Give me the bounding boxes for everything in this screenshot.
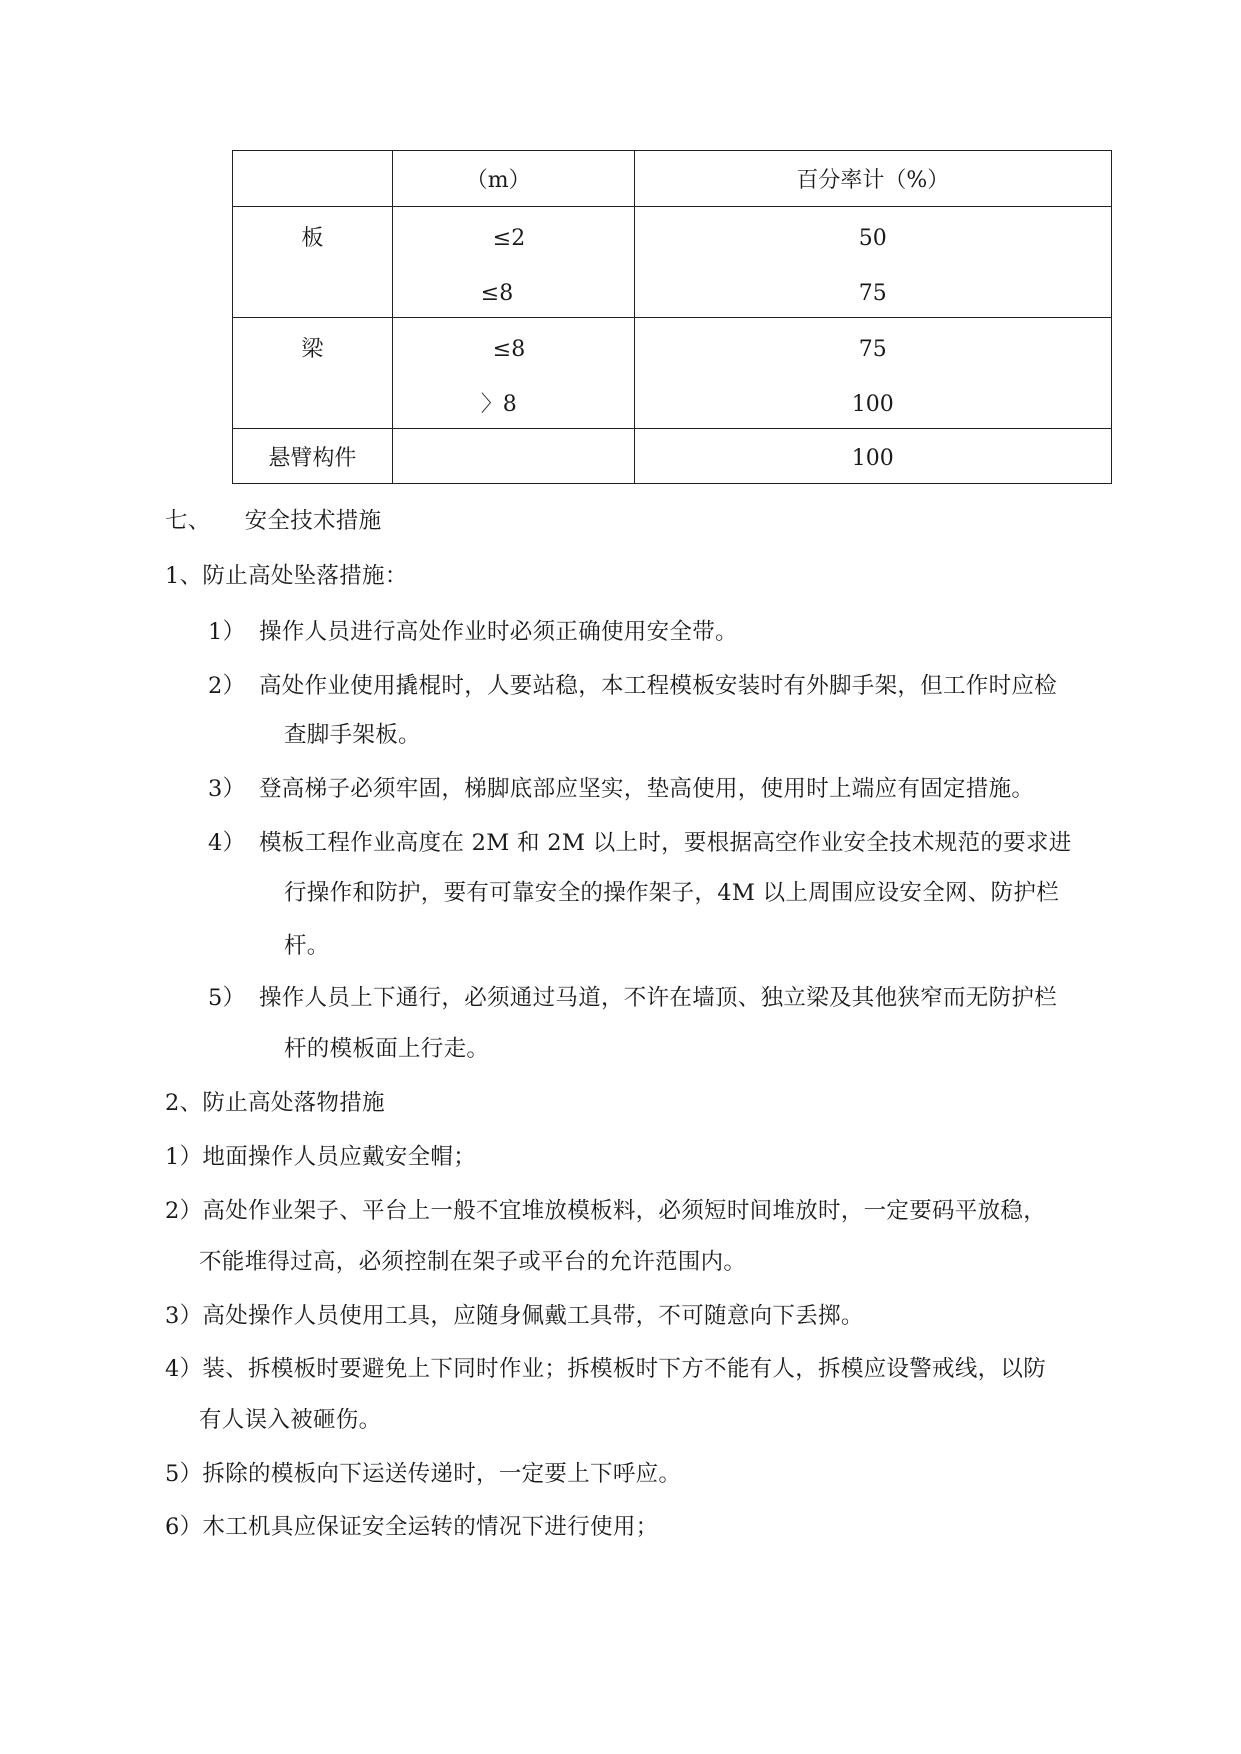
table-cell-span bbox=[392, 429, 634, 484]
table-cell-component: 板 bbox=[233, 207, 393, 318]
section-heading bbox=[165, 505, 381, 537]
list-item-continuation: 杆。 bbox=[284, 933, 330, 959]
table-cell-percent: 75 100 bbox=[634, 318, 1111, 429]
subsection-title: 2、防止高处落物措施 bbox=[165, 1090, 385, 1116]
list-item: 3） 登高梯子必须牢固，梯脚底部应坚实，垫高使用，使用时上端应有固定措施。 bbox=[208, 776, 1035, 802]
list-item: 1）地面操作人员应戴安全帽； bbox=[165, 1144, 477, 1170]
table-header-cell: 百分率计（%） bbox=[634, 151, 1111, 207]
subsection-title: 1、防止高处坠落措施： bbox=[165, 563, 408, 589]
table-cell-span: ≤8 〉8 bbox=[392, 318, 634, 429]
list-item: 6）木工机具应保证安全运转的情况下进行使用； bbox=[165, 1514, 659, 1540]
table-header-cell: （m） bbox=[392, 151, 634, 207]
list-item-continuation: 杆的模板面上行走。 bbox=[284, 1036, 490, 1062]
table-row bbox=[233, 207, 1112, 318]
list-item: 2）高处作业架子、平台上一般不宜堆放模板料，必须短时间堆放时，一定要码平放稳， bbox=[165, 1198, 1047, 1224]
list-item: 3）高处操作人员使用工具，应随身佩戴工具带，不可随意向下丢掷。 bbox=[165, 1303, 864, 1329]
list-item-continuation: 不能堆得过高，必须控制在架子或平台的允许范围内。 bbox=[199, 1249, 747, 1275]
list-item: 5）拆除的模板向下运送传递时，一定要上下呼应。 bbox=[165, 1461, 682, 1487]
table-cell-component: 悬臂构件 bbox=[233, 429, 393, 484]
list-item-continuation: 查脚手架板。 bbox=[284, 722, 421, 748]
list-item-continuation: 有人误入被砸伤。 bbox=[199, 1407, 382, 1433]
section-title: 安全技术措施 bbox=[244, 508, 382, 534]
table-row bbox=[233, 318, 1112, 429]
section-number: 七、 bbox=[165, 508, 211, 534]
table-header-cell bbox=[233, 151, 393, 207]
formwork-removal-table bbox=[232, 150, 1112, 484]
list-item: 1） 操作人员进行高处作业时必须正确使用安全带。 bbox=[208, 619, 738, 645]
table-cell-span: ≤2 ≤8 bbox=[392, 207, 634, 318]
list-item: 2） 高处作业使用撬棍时，人要站稳，本工程模板安装时有外脚手架，但工作时应检 bbox=[208, 673, 1058, 699]
table-cell-component: 梁 bbox=[233, 318, 393, 429]
table-cell-percent: 100 bbox=[634, 429, 1111, 484]
list-item: 4）装、拆模板时要避免上下同时作业；拆模板时下方不能有人，拆模应设警戒线，以防 bbox=[165, 1356, 1047, 1382]
table-header-row bbox=[233, 151, 1112, 207]
list-item: 5） 操作人员上下通行，必须通过马道，不许在墙顶、独立梁及其他狭窄而无防护栏 bbox=[208, 985, 1058, 1011]
table-row bbox=[233, 429, 1112, 484]
list-item-continuation: 行操作和防护，要有可靠安全的操作架子，4M 以上周围应设安全网、防护栏 bbox=[284, 880, 1060, 906]
list-item: 4） 模板工程作业高度在 2M 和 2M 以上时，要根据高空作业安全技术规范的要求进 bbox=[208, 830, 1072, 856]
table-cell-percent: 50 75 bbox=[634, 207, 1111, 318]
